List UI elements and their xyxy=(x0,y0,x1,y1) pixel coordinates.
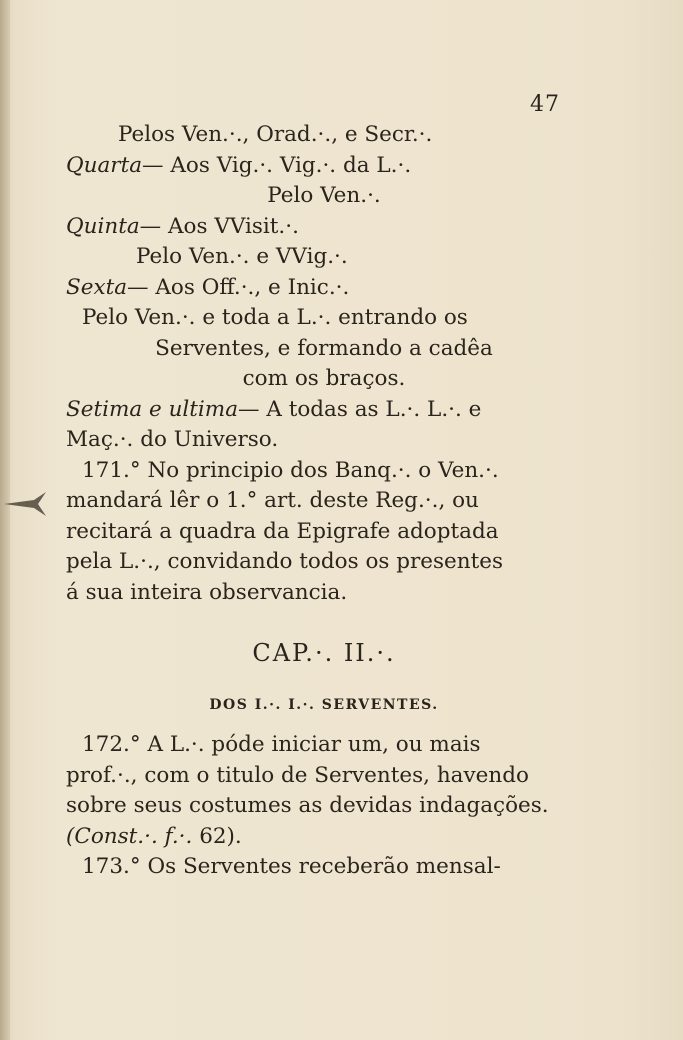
text-line: mandará lêr o 1.° art. deste Reg.·., ou xyxy=(66,488,479,513)
text-line xyxy=(66,822,582,853)
constitution-reference: (Const.·. f.·. xyxy=(66,823,193,849)
page-gutter xyxy=(0,0,10,1040)
text-line: Pelo Ven.·. xyxy=(267,183,381,208)
weekday-label: Setima e ultima xyxy=(66,396,239,422)
weekday-label: Quinta xyxy=(66,213,140,239)
text-line xyxy=(66,151,582,182)
text-line: prof.·., com o titulo de Serventes, havendo xyxy=(66,762,529,788)
text-line xyxy=(66,273,582,304)
text-line: Pelos Ven.·., Orad.·., e Secr.·. xyxy=(118,122,433,147)
text-line: á sua inteira observancia. xyxy=(66,579,348,605)
ribbon-bookmark-icon xyxy=(4,490,46,518)
weekday-label: Quarta xyxy=(66,152,143,178)
text-line xyxy=(66,212,582,243)
text-line: recitará a quadra da Epigrafe adoptada xyxy=(66,518,499,544)
text-line: Maç.·. do Universo. xyxy=(66,427,279,452)
text-fragment: — Aos Vig.·. Vig.·. da L.·. xyxy=(142,152,412,178)
text-line: Pelo Ven.·. e toda a L.·. entrando os xyxy=(82,305,468,330)
text-line: Pelo Ven.·. e VVig.·. xyxy=(136,244,348,269)
text-fragment: — Aos VVisit.·. xyxy=(139,213,299,239)
text-fragment: — Aos Off.·., e Inic.·. xyxy=(127,274,350,300)
text-fragment: 62). xyxy=(199,823,242,849)
article-172-start: 172.° A L.·. póde iniciar um, ou mais xyxy=(82,732,481,757)
article-171-start: 171.° No principio dos Banq.·. o Ven.·. xyxy=(82,457,499,483)
article-173-start: 173.° Os Serventes receberão mensal- xyxy=(82,854,501,879)
chapter-heading: CAP.·. II.·. xyxy=(252,639,396,667)
text-line: sobre seus costumes as devidas indagações. xyxy=(66,793,549,818)
weekday-label: Sexta xyxy=(66,274,128,300)
text-line: pela L.·., convidando todos os presentes xyxy=(66,549,504,574)
section-heading: DOS I.·. I.·. SERVENTES. xyxy=(209,697,439,713)
page-number: 47 xyxy=(530,92,560,117)
text-fragment: — A todas as L.·. L.·. e xyxy=(238,396,482,422)
text-line: com os braços. xyxy=(242,366,406,391)
text-line: Serventes, e formando a cadêa xyxy=(155,335,493,361)
page-body xyxy=(66,120,582,883)
text-line xyxy=(66,395,582,426)
